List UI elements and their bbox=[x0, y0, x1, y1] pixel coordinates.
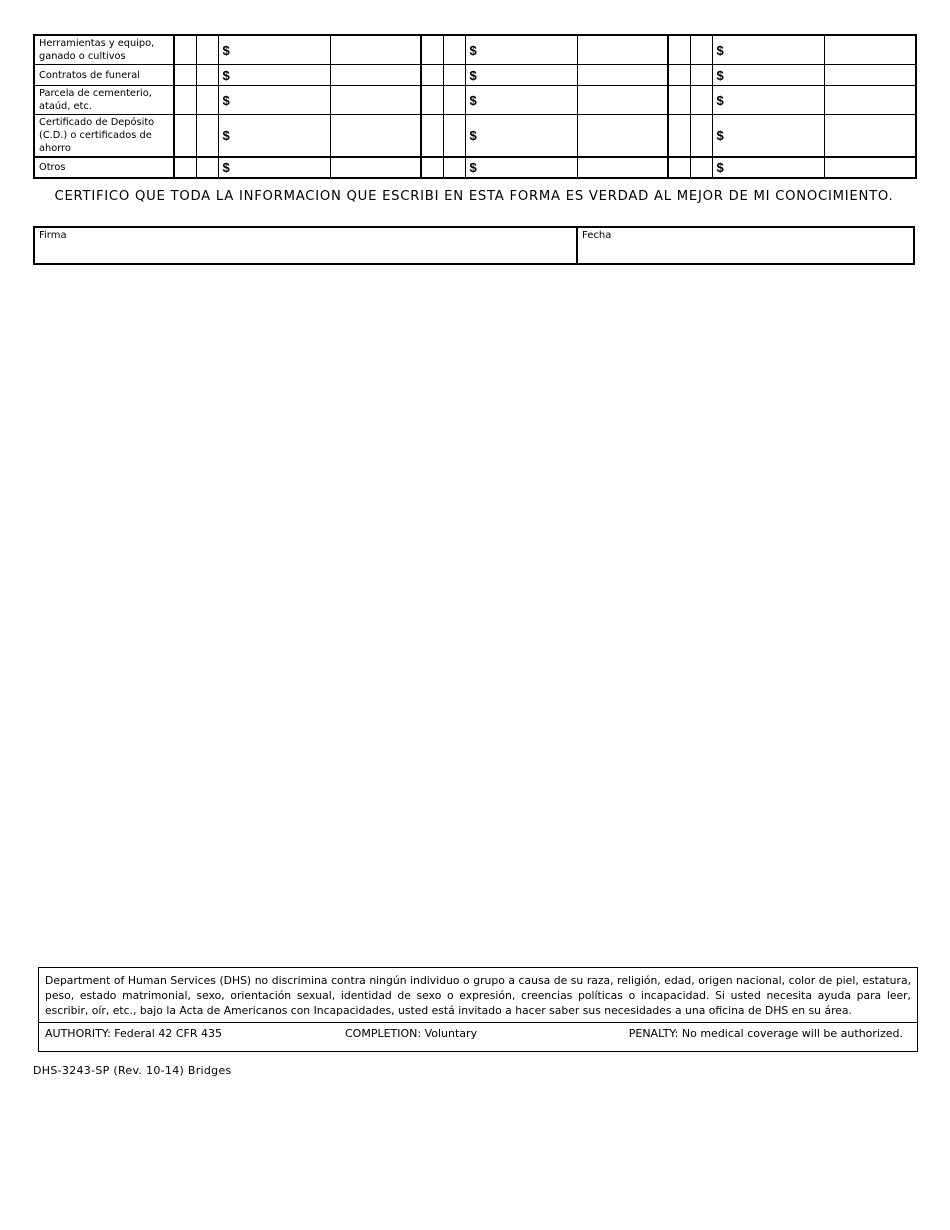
yes-checkbox[interactable] bbox=[174, 35, 196, 65]
row-label: Parcela de cementerio, ataúd, etc. bbox=[34, 86, 174, 115]
certification-statement: CERTIFICO QUE TODA LA INFORMACION QUE ESCRIBI EN ESTA FORMA ES VERDAD AL MEJOR DE MI CONOCIMIENTO. bbox=[54, 189, 894, 204]
yes-checkbox[interactable] bbox=[668, 157, 690, 178]
resources-table bbox=[33, 34, 917, 179]
no-checkbox[interactable] bbox=[690, 65, 712, 86]
notice-footer-row bbox=[39, 1023, 917, 1052]
no-checkbox[interactable] bbox=[690, 35, 712, 65]
amount-field[interactable]: $ bbox=[465, 115, 577, 158]
yes-checkbox[interactable] bbox=[421, 115, 443, 158]
owner-field[interactable] bbox=[824, 115, 916, 158]
penalty-text: PENALTY: No medical coverage will be authorized. bbox=[628, 1027, 903, 1040]
amount-field[interactable]: $ bbox=[465, 157, 577, 178]
no-checkbox[interactable] bbox=[690, 157, 712, 178]
amount-field[interactable]: $ bbox=[465, 65, 577, 86]
owner-field[interactable] bbox=[330, 157, 421, 178]
owner-field[interactable] bbox=[824, 65, 916, 86]
amount-field[interactable]: $ bbox=[218, 115, 330, 158]
amount-field[interactable]: $ bbox=[218, 65, 330, 86]
owner-field[interactable] bbox=[577, 35, 668, 65]
yes-checkbox[interactable] bbox=[421, 65, 443, 86]
owner-field[interactable] bbox=[577, 65, 668, 86]
amount-field[interactable]: $ bbox=[465, 86, 577, 115]
no-checkbox[interactable] bbox=[196, 35, 218, 65]
amount-field[interactable]: $ bbox=[712, 65, 824, 86]
nondiscrimination-notice bbox=[38, 967, 918, 1052]
owner-field[interactable] bbox=[577, 115, 668, 158]
no-checkbox[interactable] bbox=[443, 115, 465, 158]
owner-field[interactable] bbox=[824, 157, 916, 178]
amount-field[interactable]: $ bbox=[712, 35, 824, 65]
yes-checkbox[interactable] bbox=[174, 157, 196, 178]
owner-field[interactable] bbox=[330, 115, 421, 158]
owner-field[interactable] bbox=[824, 35, 916, 65]
owner-field[interactable] bbox=[824, 86, 916, 115]
date-field[interactable] bbox=[578, 228, 913, 263]
owner-field[interactable] bbox=[330, 86, 421, 115]
completion-text: COMPLETION: Voluntary bbox=[345, 1027, 478, 1040]
yes-checkbox[interactable] bbox=[668, 115, 690, 158]
row-label: Contratos de funeral bbox=[34, 65, 174, 86]
amount-field[interactable]: $ bbox=[712, 86, 824, 115]
owner-field[interactable] bbox=[330, 35, 421, 65]
form-id: DHS-3243-SP (Rev. 10-14) Bridges bbox=[33, 1064, 232, 1077]
signature-label: Firma bbox=[39, 230, 67, 241]
no-checkbox[interactable] bbox=[196, 157, 218, 178]
no-checkbox[interactable] bbox=[443, 35, 465, 65]
yes-checkbox[interactable] bbox=[174, 86, 196, 115]
authority-text: AUTHORITY: Federal 42 CFR 435 bbox=[45, 1027, 222, 1040]
owner-field[interactable] bbox=[330, 65, 421, 86]
table-row bbox=[34, 65, 916, 86]
no-checkbox[interactable] bbox=[690, 86, 712, 115]
table-row bbox=[34, 35, 916, 65]
yes-checkbox[interactable] bbox=[668, 86, 690, 115]
owner-field[interactable] bbox=[577, 86, 668, 115]
yes-checkbox[interactable] bbox=[668, 65, 690, 86]
table-row bbox=[34, 157, 916, 178]
signature-field[interactable] bbox=[35, 228, 578, 263]
yes-checkbox[interactable] bbox=[668, 35, 690, 65]
row-label: Certificado de Depósito (C.D.) o certificados de ahorro bbox=[34, 115, 174, 158]
no-checkbox[interactable] bbox=[690, 115, 712, 158]
no-checkbox[interactable] bbox=[443, 65, 465, 86]
amount-field[interactable]: $ bbox=[712, 157, 824, 178]
amount-field[interactable]: $ bbox=[218, 35, 330, 65]
yes-checkbox[interactable] bbox=[421, 35, 443, 65]
no-checkbox[interactable] bbox=[196, 65, 218, 86]
row-label: Otros bbox=[34, 157, 174, 178]
yes-checkbox[interactable] bbox=[174, 65, 196, 86]
table-row bbox=[34, 115, 916, 158]
signature-row bbox=[33, 226, 915, 265]
table-row bbox=[34, 86, 916, 115]
no-checkbox[interactable] bbox=[196, 115, 218, 158]
date-label: Fecha bbox=[582, 230, 612, 241]
row-label: Herramientas y equipo, ganado o cultivos bbox=[34, 35, 174, 65]
yes-checkbox[interactable] bbox=[174, 115, 196, 158]
yes-checkbox[interactable] bbox=[421, 157, 443, 178]
no-checkbox[interactable] bbox=[196, 86, 218, 115]
amount-field[interactable]: $ bbox=[218, 86, 330, 115]
no-checkbox[interactable] bbox=[443, 157, 465, 178]
amount-field[interactable]: $ bbox=[218, 157, 330, 178]
notice-text: Department of Human Services (DHS) no discrimina contra ningún individuo o grupo a causa de su raza, religión, edad, origen nacional, color de piel, estatura, peso, estado matrimonial, sexo, orientación sexual, identidad de sexo o expresión, creencias políticas o incapacidad. Si usted necesita ayuda para leer, escribir, oír, etc., bajo la Acta de Americanos con Incapacidades, usted está invitado a hacer saber sus necesidades a una oficina de DHS en su área. bbox=[39, 968, 917, 1023]
yes-checkbox[interactable] bbox=[421, 86, 443, 115]
amount-field[interactable]: $ bbox=[712, 115, 824, 158]
no-checkbox[interactable] bbox=[443, 86, 465, 115]
owner-field[interactable] bbox=[577, 157, 668, 178]
amount-field[interactable]: $ bbox=[465, 35, 577, 65]
